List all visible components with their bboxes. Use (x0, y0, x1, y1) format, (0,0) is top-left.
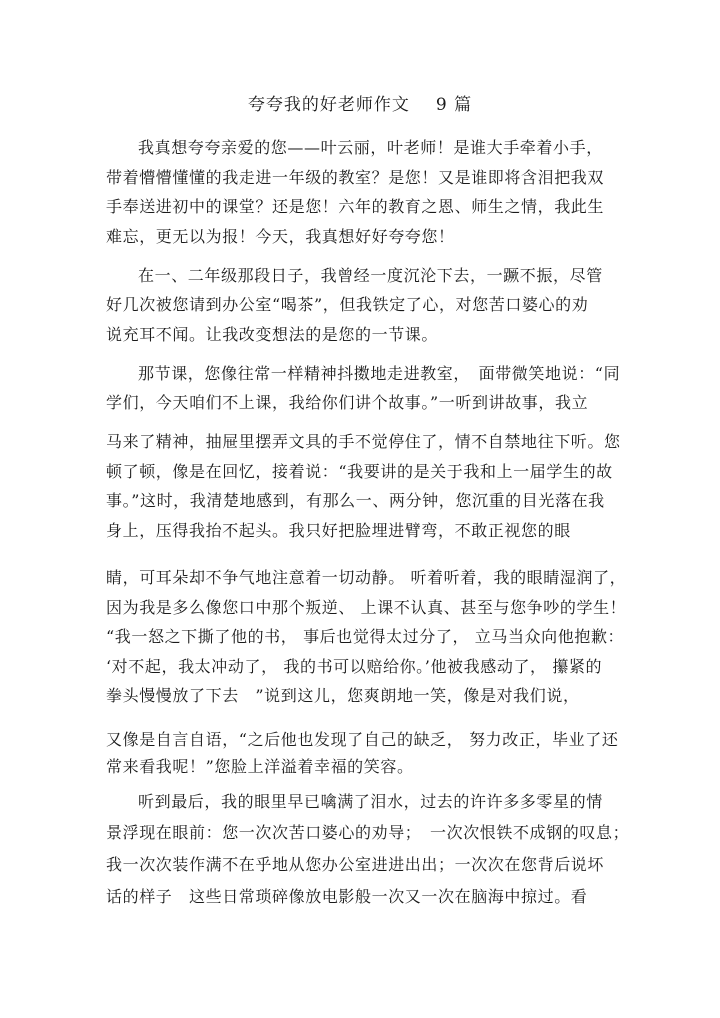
text-line: 睛，可耳朵却不争气地注意着一切动静。 听着听着，我的眼睛湿润了， (106, 568, 627, 587)
text-line: 顿了顿，像是在回忆，接着说：“我要讲的是关于我和上一届学生的故 (106, 462, 613, 481)
text-line: 景浮现在眼前：您一次次苦口婆心的劝导； 一次次恨铁不成钢的叹息； (106, 823, 630, 842)
text-line: “我一怒之下撕了他的书， 事后也觉得太过分了， 立马当众向他抱歉： (106, 627, 625, 646)
text-line: 我一次次装作满不在乎地从您办公室进进出出；一次次在您背后说坏 (106, 855, 605, 874)
text-line: 马来了精神，抽屉里摆弄文具的手不觉停住了，情不自禁地往下听。您 (106, 432, 621, 451)
text-line: 拳头慢慢放了下去 ”说到这儿，您爽朗地一笑，像是对我们说， (106, 686, 580, 705)
text-line: 听到最后，我的眼里早已噙满了泪水，过去的许许多多零星的情 (138, 792, 603, 811)
text-line: 又像是自言自语，“之后他也发现了自己的缺乏， 努力改正，毕业了还 (106, 730, 619, 749)
text-line: 手奉送进初中的课堂？还是您！六年的教育之恩、师生之情，我此生 (106, 197, 605, 216)
title-count: 9 篇 (435, 95, 473, 115)
title-main: 夸夸我的好老师作文 (247, 95, 410, 115)
text-line: 说充耳不闻。让我改变想法的是您的一节课。 (106, 325, 439, 344)
text-line: 难忘，更无以为报！今天，我真想好好夸夸您！ (106, 227, 455, 246)
text-line: 话的样子 这些日常琐碎像放电影般一次又一次在脑海中掠过。看 (106, 887, 588, 906)
text-line: 因为我是多么像您口中那个叛逆、 上课不认真、甚至与您争吵的学生！ (106, 598, 627, 617)
text-line: 事。”这时，我清楚地感到，有那么一、两分钟，您沉重的目光落在我 (106, 491, 605, 510)
text-line: 身上，压得我抬不起头。我只好把脸埋进臂弯，不敢正视您的眼 (106, 521, 571, 540)
text-line: 我真想夸夸亲爱的您——叶云丽，叶老师！是谁大手牵着小手， (138, 138, 603, 157)
text-line: 好几次被您请到办公室“喝茶”，但我铁定了心，对您苦口婆心的劝 (106, 295, 589, 314)
text-line: 那节课，您像往常一样精神抖擞地走进教室， 面带微笑地说：“同 (138, 364, 621, 383)
text-line: 带着懵懵懂懂的我走进一年级的教室？是您！又是谁即将含泪把我双 (106, 168, 605, 187)
document-title (0, 90, 720, 115)
text-line: ‘对不起，我太冲动了， 我的书可以赔给你。’他被我感动了， 攥紧的 (106, 657, 603, 676)
text-line: 在一、二年级那段日子，我曾经一度沉沦下去，一蹶不振，尽管 (138, 266, 603, 285)
text-line: 学们，今天咱们不上课，我给你们讲个故事。”一听到讲故事，我立 (106, 393, 589, 412)
text-line: 常来看我呢！”您脸上洋溢着幸福的笑容。 (106, 757, 414, 776)
